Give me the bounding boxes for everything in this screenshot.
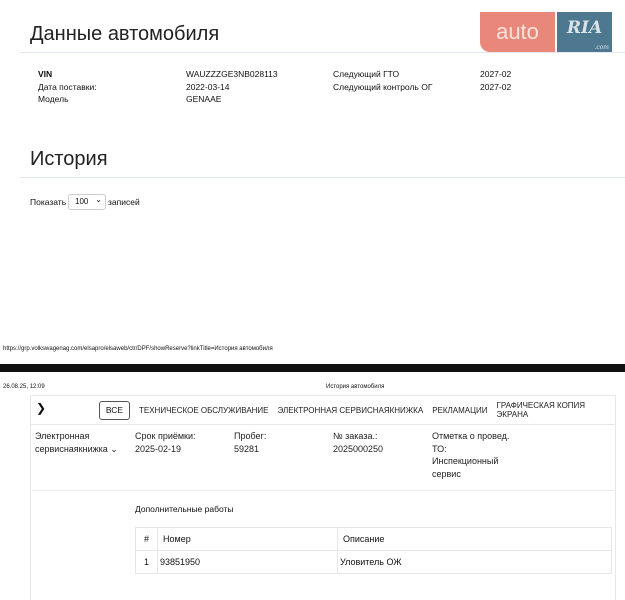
page-size-select[interactable] — [68, 194, 106, 210]
divider — [20, 52, 625, 53]
divider — [20, 177, 625, 178]
date-value: 2025-02-19 — [135, 443, 182, 454]
entry-type-line2: сервиснаякнижка — [35, 443, 108, 454]
mileage-label: Пробег: — [234, 431, 267, 441]
tab-screen-copy[interactable]: ГРАФИЧЕСКАЯ КОПИЯ ЭКРАНА — [496, 401, 586, 419]
chevron-down-icon: ⌄ — [95, 195, 102, 204]
print-page-title: История автомобиля — [326, 384, 385, 390]
chevron-down-icon: ⌄ — [110, 443, 118, 454]
header-number: Номер — [158, 528, 338, 551]
tab-list — [99, 395, 615, 425]
mark-value2: сервис — [432, 468, 461, 479]
acceptance-date — [135, 430, 196, 455]
cell-index: 1 — [136, 551, 158, 574]
vin-label: VIN — [38, 69, 53, 79]
order-value: 2025000250 — [333, 443, 384, 454]
cell-description: Уловитель ОЖ — [338, 551, 612, 574]
next-gto-label: Следующий ГТО — [333, 69, 400, 79]
logo-com: .com — [594, 44, 609, 51]
collapse-chevron-icon[interactable]: ❯ — [36, 401, 47, 415]
next-emission-label: Следующий контроль ОГ — [333, 82, 433, 92]
extra-works-title: Дополнительные работы — [135, 504, 234, 514]
next-gto-value: 2027-02 — [480, 69, 512, 79]
vin-value: WAUZZZGE3NB028113 — [186, 69, 278, 79]
records-label: записей — [108, 197, 140, 207]
print-datetime: 26.08.25, 12:09 — [3, 384, 45, 390]
autoria-logo-ria — [557, 12, 612, 52]
model-label: Модель — [38, 94, 69, 104]
order-number — [333, 430, 383, 455]
history-title: История — [30, 148, 108, 170]
service-mark — [432, 430, 509, 480]
mark-label2: ТО: — [432, 443, 447, 454]
divider — [32, 490, 614, 491]
show-label: Показать — [30, 197, 67, 207]
autoria-logo-auto: auto — [480, 12, 555, 52]
tab-claims[interactable]: РЕКЛАМАЦИИ — [432, 405, 488, 415]
next-emission-value: 2027-02 — [480, 82, 512, 92]
entry-type[interactable] — [35, 430, 118, 455]
page-separator — [0, 364, 625, 372]
header-index: # — [136, 528, 158, 551]
entry-type-line1: Электронная — [35, 431, 90, 441]
table-row — [136, 551, 612, 574]
mark-value: Инспекционный — [432, 456, 499, 466]
delivery-date-label: Дата поставки: — [38, 82, 97, 92]
header-description: Описание — [338, 528, 612, 551]
extra-works-table — [135, 527, 612, 574]
date-label: Срок приёмки: — [135, 431, 196, 441]
page-size-value: 100 — [75, 197, 89, 206]
tab-e-service-book[interactable]: ЭЛЕКТРОННАЯ СЕРВИСНАЯКНИЖКА — [277, 405, 424, 415]
tab-all[interactable]: ВСЕ — [99, 401, 130, 420]
print-url: https://grp.volkswagenag.com/elsapro/elsaweb/ctr/DPF/showReserve?linkTitle=История автомобиля — [3, 346, 273, 352]
order-label: № заказа.: — [333, 431, 378, 441]
mark-label: Отметка о провед. — [432, 431, 510, 441]
cell-number: 93851950 — [158, 551, 338, 574]
table-header — [136, 528, 612, 551]
model-value: GENAAE — [186, 94, 222, 104]
mileage — [234, 430, 266, 455]
vehicle-data-title: Данные автомобиля — [30, 23, 220, 45]
logo-ria-text: RIA — [566, 18, 603, 38]
tab-maintenance[interactable]: ТЕХНИЧЕСКОЕ ОБСЛУЖИВАНИЕ — [139, 405, 269, 415]
mileage-value: 59281 — [234, 443, 260, 454]
delivery-date-value: 2022-03-14 — [186, 82, 230, 92]
